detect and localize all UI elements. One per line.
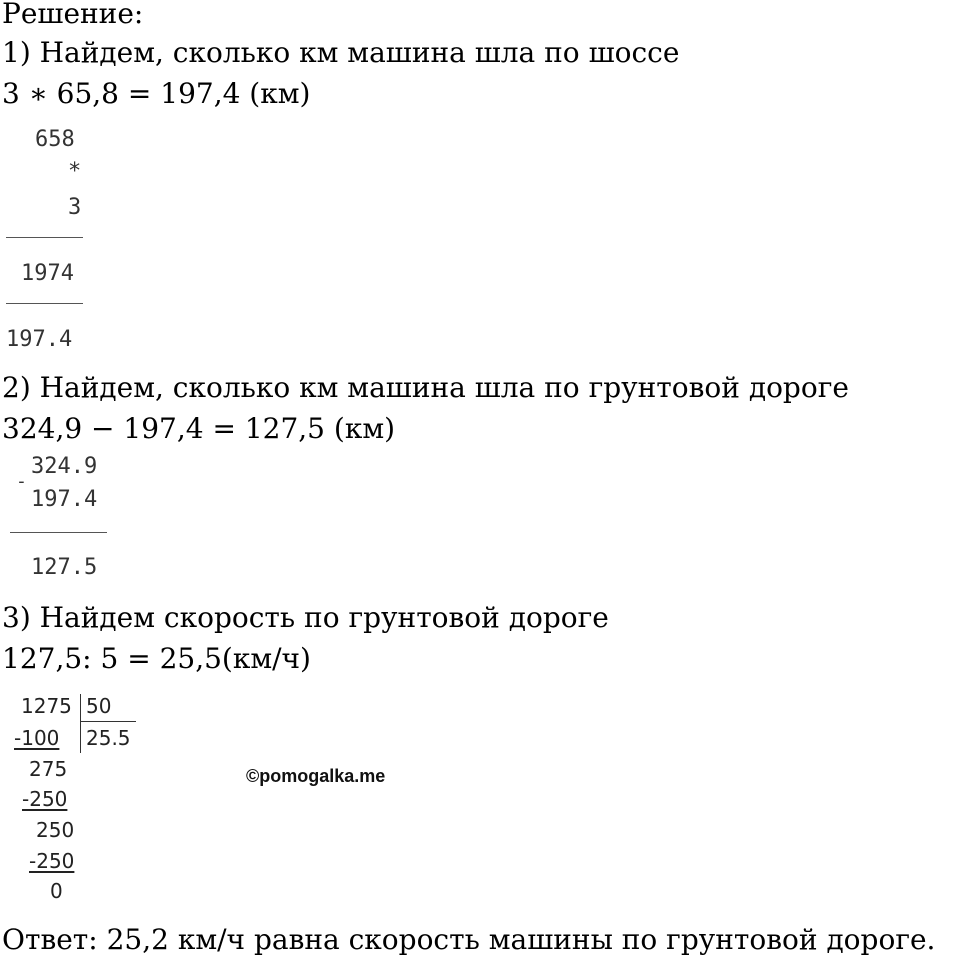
division-divisor-rule [80, 721, 136, 722]
answer-text: Ответ: 25,2 км/ч равна скорость машины по грунтовой дороге. [2, 923, 936, 956]
step2-calc-minus: - [16, 471, 27, 492]
step3-formula: 127,5: 5 = 25,5(км/ч) [2, 642, 311, 675]
division-row-3: -250 [22, 787, 68, 811]
division-vertical-bar [80, 694, 81, 753]
step1-title: 1) Найдем, сколько км машина шла по шоссе [2, 36, 680, 69]
step2-formula: 324,9 − 197,4 = 127,5 (км) [2, 412, 396, 445]
division-dividend: 1275 [21, 694, 72, 718]
step3-title: 3) Найдем скорость по грунтовой дороге [2, 601, 609, 634]
step1-calc-partial: 1974 [21, 261, 74, 286]
step1-calc-result: 197.4 [6, 327, 73, 352]
division-divisor: 50 [86, 694, 112, 718]
step1-calc-bottom: 3 [68, 195, 82, 220]
step1-calc-operator: * [68, 159, 82, 184]
step2-calc-result: 127.5 [31, 555, 98, 580]
division-row-1: -100 [14, 726, 60, 750]
step2-title: 2) Найдем, сколько км машина шла по грунтовой дороге [2, 371, 849, 404]
division-row-6: 0 [50, 879, 63, 903]
division-row-2: 275 [29, 757, 68, 781]
division-row-4: 250 [36, 818, 75, 842]
step1-formula: 3 ∗ 65,8 = 197,4 (км) [2, 77, 311, 110]
step2-calc-rule [10, 532, 107, 533]
step2-calc-bottom: 197.4 [31, 487, 98, 512]
step1-calc-rule-2 [6, 303, 83, 304]
step2-calc-top: 324.9 [31, 454, 98, 479]
watermark: ©pomogalka.me [246, 766, 386, 786]
solution-heading: Решение: [2, 0, 144, 30]
step1-calc-top: 658 [35, 127, 75, 152]
step1-calc-rule-1 [6, 237, 83, 238]
division-quotient: 25.5 [86, 726, 131, 750]
division-row-5: -250 [29, 849, 75, 873]
